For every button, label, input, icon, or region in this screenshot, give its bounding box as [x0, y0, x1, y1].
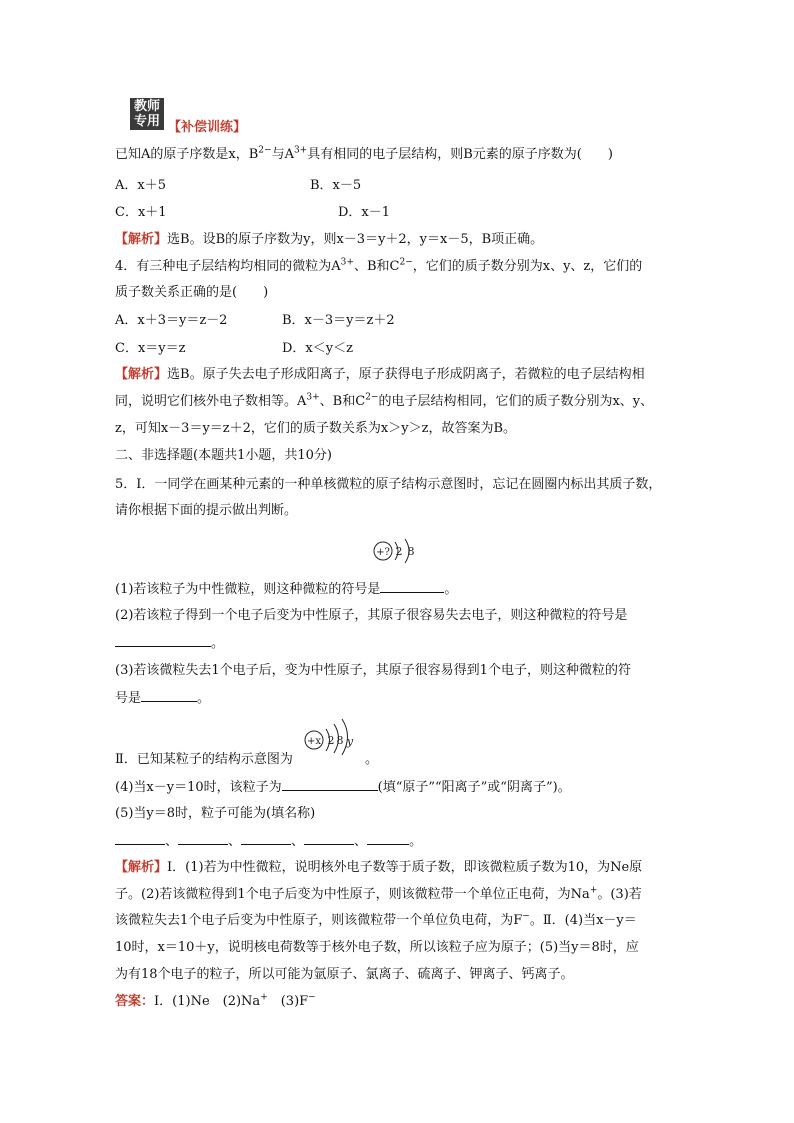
answer-blank-5d[interactable] — [304, 832, 354, 845]
teacher-only-badge — [130, 98, 164, 130]
diagram2-nucleus: +x — [306, 736, 322, 747]
q4-analysis-line2: 同，说明它们核外电子数相等。$A^{3+}$、B和$C^{2-}$的电子层结构相同，它们的质子数分别为x、y、 — [115, 392, 654, 409]
diagram2-shell1: 2 — [327, 734, 335, 747]
q3-option-d: D．x－1 — [338, 205, 391, 220]
diagram1-shell2: 8 — [407, 545, 415, 558]
q4-analysis-line3: z，可知x－3＝y＝z＋2，它们的质子数关系为x＞y＞z，故答案为B。 — [115, 421, 516, 436]
q4-stem: 4．有三种电子层结构均相同的微粒为$A^{3+}$、B和$C^{2-}$，它们的质子数分别为x、y、z，它们的 — [115, 257, 643, 274]
q4-stem-line2: 质子数关系正确的是( ) — [115, 285, 269, 300]
answer-line: 答案：Ⅰ．(1)Ne (2)Na+ (3)F− — [115, 992, 316, 1009]
q4-option-a: A．x＋3＝y＝z－2 — [115, 313, 228, 328]
q4-option-b: B．x－3＝y＝z＋2 — [282, 313, 395, 328]
diagram1-nucleus: +? — [376, 547, 390, 558]
answer-blank-4[interactable] — [282, 778, 378, 791]
q5-stem-line2: 请你根据下面的提示做出判断。 — [115, 503, 298, 518]
diagram2-shell2: 8 — [336, 734, 344, 747]
q5-sub2-line2: 。 — [115, 634, 224, 653]
q3-analysis: 【解析】选B。设B的原子序数为y，则x－3＝y＋2，y＝x－5，B项正确。 — [115, 232, 544, 247]
q4-analysis-line1: 【解析】选B。原子失去电子形成阳离子，原子获得电子形成阴离子，若微粒的电子层结构相 — [115, 367, 645, 382]
q3-stem: 已知A的原子序数是x，$B^{2-}$与$A^{3+}$具有相同的电子层结构，则B元素的原子序数为( ) — [115, 145, 613, 162]
section-title: 【补偿训练】 — [168, 120, 247, 135]
q5-sub5: (5)当y＝8时，粒子可能为(填名称) — [115, 806, 316, 821]
q5-stem-line1: 5．Ⅰ．一同学在画某种元素的一种单核微粒的原子结构示意图时，忘记在圆圈内标出其质子数， — [115, 477, 662, 492]
q4-option-c: C．x＝y＝z — [115, 341, 186, 356]
q5-part2-end: 。 — [365, 752, 379, 767]
q5-sub4: (4)当x－y＝10时，该粒子为 (填“原子”“阳离子”或“阴离子”)。 — [115, 780, 571, 795]
q5-analysis-line2: 子。(2)若该微粒得到1个电子后变为中性原子，则该微粒带一个单位正电荷，为Na+。(3)若 — [115, 885, 642, 902]
q5-part2-stem: Ⅱ．已知某粒子的结构示意图为 — [115, 752, 293, 767]
diagram2-shell3: y — [346, 735, 354, 748]
answer-blank-5b[interactable] — [178, 832, 228, 845]
part2-title: 二、非选择题(本题共1小题，共10分) — [115, 448, 332, 463]
badge-line2: 专用 — [133, 114, 160, 129]
answer-blank-5e[interactable] — [367, 832, 409, 845]
q5-sub1: (1)若该粒子为中性微粒，则这种微粒的符号是 。 — [115, 582, 458, 597]
q5-analysis-line3: 该微粒失去1个电子后变为中性原子，则该微粒带一个单位负电荷，为F−。Ⅱ．(4)当x－y＝ — [115, 911, 637, 928]
answer-blank-2[interactable] — [115, 634, 211, 647]
q3-option-b: B．x－5 — [310, 178, 362, 193]
atomic-structure-diagram-2 — [303, 716, 363, 756]
q5-analysis-line4: 10时，x＝10＋y，说明核电荷数等于核外电子数，所以该粒子应为原子；(5)当y＝8时，应 — [115, 940, 639, 955]
answer-blank-1[interactable] — [380, 580, 444, 593]
q5-sub5-blanks: 、 、 、 、 。 — [115, 832, 422, 851]
answer-blank-5a[interactable] — [115, 832, 165, 845]
atomic-structure-diagram-1 — [372, 536, 424, 566]
q5-analysis-line5: 为有18个电子的粒子，所以可能为氩原子、氯离子、硫离子、钾离子、钙离子。 — [115, 967, 574, 982]
diagram1-shell1: 2 — [395, 545, 403, 558]
q5-sub2: (2)若该粒子得到一个电子后变为中性原子，其原子很容易失去电子，则这种微粒的符号是 — [115, 608, 628, 623]
q3-option-a: A．x＋5 — [115, 178, 166, 193]
q4-option-d: D．x＜y＜z — [282, 341, 353, 356]
badge-line1: 教师 — [133, 99, 160, 114]
q5-sub3: (3)若该微粒失去1个电子后，变为中性原子，其原子很容易得到1个电子，则这种微粒的符 — [115, 663, 631, 678]
q5-sub3-line2: 号是 。 — [115, 691, 211, 706]
q3-option-c: C．x＋1 — [115, 205, 167, 220]
answer-blank-3[interactable] — [141, 689, 197, 702]
answer-blank-5c[interactable] — [241, 832, 291, 845]
q5-analysis-line1: 【解析】Ⅰ．(1)若为中性微粒，说明核外电子数等于质子数，即该微粒质子数为10，为Ne原 — [115, 860, 643, 875]
